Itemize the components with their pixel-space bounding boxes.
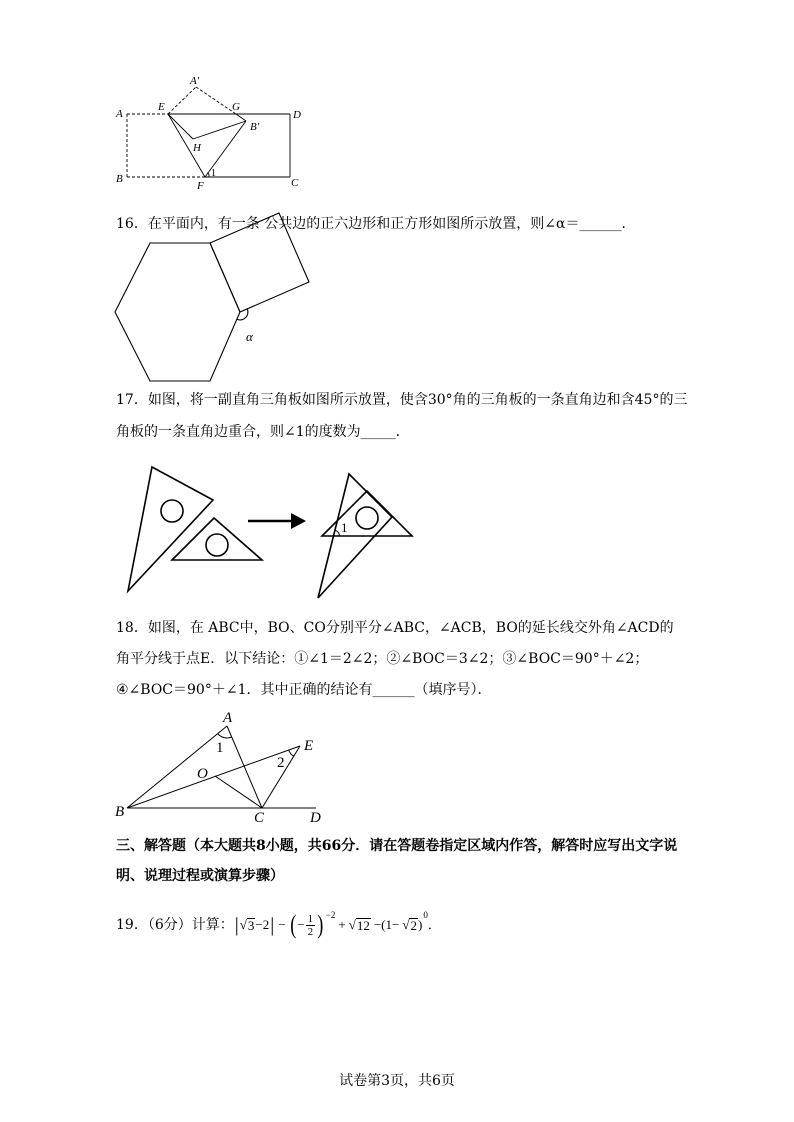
expression-end: ． bbox=[427, 917, 441, 932]
section-3-heading-line-2: 明、说理过程或演算步骤） bbox=[116, 868, 284, 884]
label-alpha: α bbox=[246, 329, 253, 344]
label-E: E bbox=[158, 101, 165, 113]
exponent-0: 0 bbox=[423, 910, 428, 920]
question-19-expression bbox=[234, 910, 441, 940]
label-C: C bbox=[291, 177, 299, 189]
segment-BE bbox=[127, 746, 300, 808]
figure-folded-rectangle bbox=[127, 87, 290, 177]
question-18-line-1: 18．如图，在 ABC中，BO、CO分别平分∠ABC，∠ACB，BO的延长线交外角∠ACD的 bbox=[116, 620, 674, 636]
regular-hexagon bbox=[115, 243, 240, 381]
angle-2-arc bbox=[289, 750, 294, 756]
label-angle-2: 2 bbox=[277, 755, 285, 771]
label-angle-1: 1 bbox=[216, 740, 224, 756]
set-square-45-left bbox=[172, 518, 262, 560]
question-18-line-2: 角平分线于点E．以下结论：①∠1＝2∠2；②∠BOC＝3∠2；③∠BOC＝90°＋∠2； bbox=[116, 651, 649, 667]
fraction-numerator: 1 bbox=[307, 912, 314, 925]
set-square-45-left-hole bbox=[206, 534, 228, 556]
abs-close: | bbox=[270, 914, 275, 936]
paren-open: ( bbox=[289, 910, 296, 939]
segment-EA-prime-dashed bbox=[168, 87, 196, 114]
label-G: G bbox=[232, 101, 240, 113]
segment-A-prime-G-dashed bbox=[196, 87, 236, 114]
question-18-line-3: ④∠BOC＝90°＋∠1．其中正确的结论有______（填序号）． bbox=[116, 682, 492, 698]
fraction-one-half bbox=[306, 913, 316, 938]
figure-hexagon-square bbox=[115, 213, 309, 381]
label-F: F bbox=[197, 180, 204, 192]
question-19 bbox=[116, 910, 441, 940]
abs-open: | bbox=[234, 914, 239, 936]
label-B: B bbox=[115, 804, 125, 820]
segment-GB-prime bbox=[236, 114, 246, 121]
set-square-30-left-hole bbox=[161, 500, 183, 522]
radical-sign: √ bbox=[239, 917, 247, 932]
figure-triangle-labels bbox=[115, 710, 321, 826]
radical-sign: √ bbox=[348, 917, 356, 932]
page-footer: 试卷第3页，共6页 bbox=[339, 1073, 455, 1089]
label-A-prime: A′ bbox=[190, 75, 200, 87]
paren-close: ) bbox=[317, 910, 324, 939]
exponent-minus-2: −2 bbox=[325, 910, 336, 920]
segment-HB-prime bbox=[193, 121, 246, 139]
fraction-denominator: 2 bbox=[307, 925, 314, 938]
radicand-2: 2 bbox=[410, 917, 417, 933]
label-D: D bbox=[310, 810, 321, 826]
radical-sign: √ bbox=[402, 917, 410, 932]
set-square-30-left bbox=[128, 467, 213, 591]
label-O: O bbox=[197, 766, 208, 782]
angle-1-arc bbox=[218, 734, 232, 738]
arrow-head bbox=[291, 513, 306, 529]
section-3-heading-line-1: 三、解答题（本大题共8小题，共66分．请在答题卷指定区域内作答，解答时应写出文字说 bbox=[116, 838, 678, 854]
angle-1-arc bbox=[208, 173, 210, 178]
label-H: H bbox=[193, 142, 201, 154]
figure-set-squares bbox=[128, 467, 412, 598]
minus-operator: − bbox=[278, 917, 286, 932]
segment-BA bbox=[127, 726, 227, 808]
plus-operator: + bbox=[338, 917, 346, 932]
label-B: B bbox=[116, 173, 123, 185]
radicand-3: 3 bbox=[247, 917, 255, 933]
set-square-combined-hole bbox=[356, 507, 378, 529]
label-E: E bbox=[304, 738, 314, 754]
abs-inner-rest: −2 bbox=[255, 917, 270, 932]
question-19-label: 19．（6分）计算： bbox=[116, 917, 234, 933]
question-17-line-1: 17．如图，将一副直角三角板如图所示放置，使含30°角的三角板的一条直角边和含45°的三 bbox=[116, 392, 688, 408]
negative-sign: − bbox=[297, 917, 305, 932]
label-A: A bbox=[223, 710, 233, 726]
label-C: C bbox=[254, 810, 265, 826]
label-angle-1-combined: 1 bbox=[341, 520, 348, 535]
figure-triangle-bisectors bbox=[127, 726, 316, 808]
label-B-prime: B′ bbox=[250, 121, 260, 133]
minus-paren-term: −(1− bbox=[373, 917, 400, 932]
label-A: A bbox=[116, 108, 123, 120]
radicand-12: 12 bbox=[356, 917, 370, 933]
angle-1-arc bbox=[335, 530, 340, 536]
label-D: D bbox=[293, 109, 301, 121]
paren-close-2: ) bbox=[417, 917, 423, 932]
question-16-text: 16．在平面内，有一条 公共边的正六边形和正方形如图所示放置，则∠α＝______． bbox=[116, 216, 636, 232]
question-17-line-2: 角板的一条直角边重合，则∠1的度数为_____． bbox=[116, 424, 410, 440]
label-angle-1: 1 bbox=[211, 168, 216, 179]
